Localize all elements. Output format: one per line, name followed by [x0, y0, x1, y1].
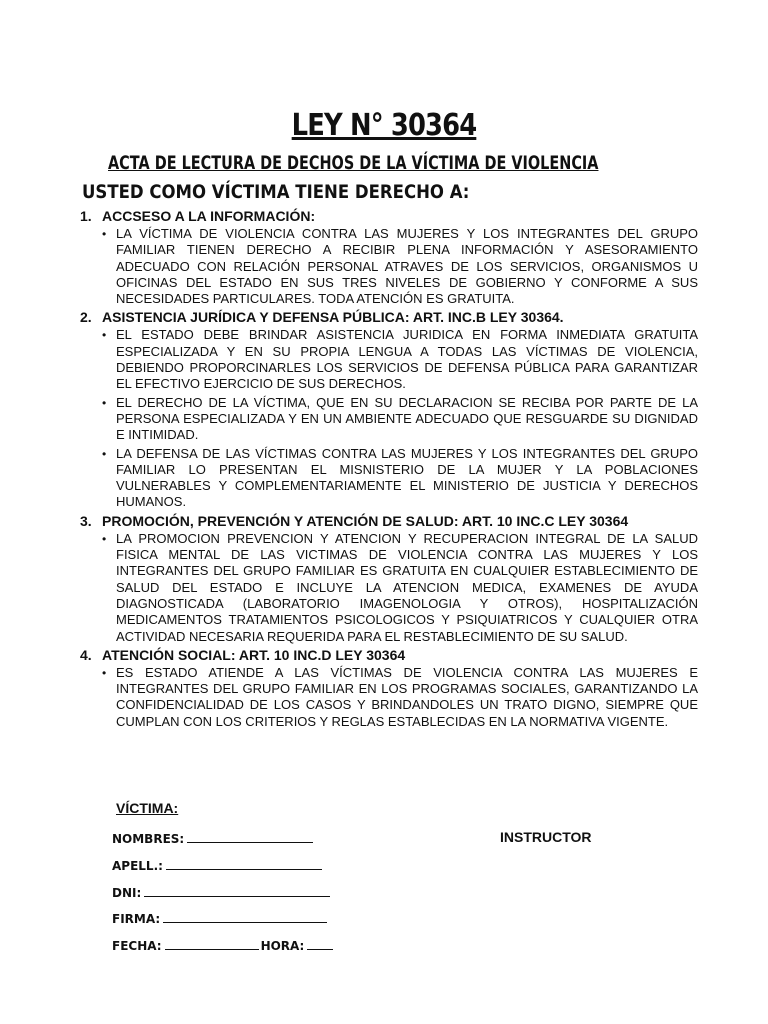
- section-title-text: ATENCIÓN SOCIAL: ART. 10 INC.D LEY 30364: [102, 646, 406, 663]
- rights-list: [80, 208, 698, 732]
- list-item-text: ES ESTADO ATIENDE A LAS VÍCTIMAS DE VIOLENCIA CONTRA LAS MUJERES E INTEGRANTES DEL GRUPO FAMILIAR EN LOS PROGRAMAS SOCIALES, GARANTIZANDO LA CONFIDENCIALIDAD DE LOS CASOS Y BRINDANDOLES UN TRATO DIGNO, SIEMPRE QUE CUMPLAN CON LOS CRITERIOS Y REGLAS ESTABLECIDAS EN LA NORMATIVA VIGENTE.: [116, 664, 698, 729]
- victim-label: VÍCTIMA:: [116, 800, 179, 816]
- instructor-label: INSTRUCTOR: [500, 829, 592, 845]
- firma-field[interactable]: [112, 910, 327, 926]
- list-item: [80, 395, 698, 444]
- section-title: [80, 513, 698, 530]
- hora-blank[interactable]: [307, 937, 333, 950]
- rights-heading: USTED COMO VÍCTIMA TIENE DERECHO A:: [82, 181, 470, 203]
- bullet-icon: •: [102, 328, 107, 343]
- fecha-blank[interactable]: [165, 937, 259, 950]
- section-items: [80, 327, 698, 510]
- section-number: 3.: [80, 512, 92, 529]
- apellidos-blank[interactable]: [166, 857, 322, 870]
- list-item-text: LA PROMOCION PREVENCION Y ATENCION Y RECUPERACION INTEGRAL DE LA SALUD FISICA MENTAL DE LAS VICTIMAS DE VIOLENCIA CONTRA LAS MUJERES Y LOS INTEGRANTES DEL GRUPO FAMILIAR ES GRATUITA EN CUALQUIER ESTABLECIMIENTO DE SALUD DEL ESTADO E INCLUYE LA ATENCION MEDICA, EXAMENES DE AYUDA DIAGNOSTICADA (LABORATORIO IMAGENOLOGIA Y OTROS), HOSPITALIZACIÓN MEDICAMENTOS TRATAMIENTOS PSICOLOGICOS Y PSIQUIATRICOS Y CUALQUIER OTRA ACTIVIDAD NECESARIA REQUERIDA PARA EL RESTABLECIMIENTO DE SU SALUD.: [116, 530, 698, 644]
- bullet-icon: •: [102, 446, 107, 461]
- section-title-text: PROMOCIÓN, PREVENCIÓN Y ATENCIÓN DE SALUD: ART. 10 INC.C LEY 30364: [102, 512, 629, 529]
- section-number: 2.: [80, 309, 92, 326]
- fecha-hora-field[interactable]: [112, 937, 333, 953]
- section-title-text: ASISTENCIA JURÍDICA Y DEFENSA PÚBLICA: ART. INC.B LEY 30364.: [102, 309, 564, 326]
- fecha-label: FECHA:: [112, 939, 162, 953]
- apellidos-label: APELL.:: [112, 859, 163, 873]
- section-items: [80, 226, 698, 307]
- list-item: [80, 446, 698, 511]
- section-items: [80, 531, 698, 645]
- dni-blank[interactable]: [144, 884, 330, 897]
- firma-label: FIRMA:: [112, 912, 161, 926]
- list-item-text: LA VÍCTIMA DE VIOLENCIA CONTRA LAS MUJERES Y LOS INTEGRANTES DEL GRUPO FAMILIAR TIENEN DERECHO A RECIBIR PLENA INFORMACIÓN Y ASESORAMIENTO ADECUADO CON RELACIÓN PERSONAL ATRAVES DE LOS SERVICIOS, ORGANISMOS U OFICINAS DEL ESTADO EN SUS TRES NIVELES DE GOBIERNO Y CONFORME A SUS NECESIDADES PARTICULARES. TODA ATENCIÓN ES GRATUITA.: [116, 226, 698, 307]
- list-item-text: LA DEFENSA DE LAS VÍCTIMAS CONTRA LAS MUJERES Y LOS INTEGRANTES DEL GRUPO FAMILIAR LO PRESENTAN EL MISNISTERIO DE LA MUJER Y LA POBLACIONES VULNERABLES Y COMPLEMENTARIAMENTE EL MINISTERIO DE JUSTICIA Y DERECHOS HUMANOS.: [116, 445, 698, 510]
- list-item: [80, 665, 698, 730]
- document-subtitle: ACTA DE LECTURA DE DECHOS DE LA VÍCTIMA DE VIOLENCIA: [108, 152, 599, 174]
- dni-label: DNI:: [112, 886, 142, 900]
- section-title: [80, 647, 698, 664]
- list-item: [80, 327, 698, 392]
- dni-field[interactable]: [112, 884, 330, 900]
- nombres-field[interactable]: [112, 830, 313, 846]
- document-title: LEY N° 30364: [291, 108, 477, 143]
- list-item: [80, 226, 698, 307]
- apellidos-field[interactable]: [112, 857, 322, 873]
- section-title-text: ACCSESO A LA INFORMACIÓN:: [102, 208, 316, 224]
- section-number: 1.: [80, 208, 92, 224]
- list-item-text: EL ESTADO DEBE BRINDAR ASISTENCIA JURIDICA EN FORMA INMEDIATA GRATUITA ESPECIALIZADA Y EN SU PROPIA LENGUA A TODAS LAS VÍCTIMAS DE VIOLENCIA, DEBIENDO PROPORCINARLES LOS SERVICIOS DE DEFENSA PÚBLICA PARA GARANTIZAR EL EFECTIVO EJERCICIO DE SUS DERECHOS.: [116, 327, 698, 392]
- list-item: [80, 531, 698, 645]
- bullet-icon: •: [102, 395, 107, 410]
- nombres-blank[interactable]: [187, 830, 313, 843]
- bullet-icon: •: [102, 531, 107, 546]
- nombres-label: NOMBRES:: [112, 832, 185, 846]
- list-item-text: EL DERECHO DE LA VÍCTIMA, QUE EN SU DECLARACION SE RECIBA POR PARTE DE LA PERSONA ESPECIALIZADA Y EN UN AMBIENTE ADECUADO QUE RESGUARDE SU DIGNIDAD E INTIMIDAD.: [116, 394, 698, 443]
- section-title: [80, 208, 698, 225]
- section-items: [80, 665, 698, 730]
- section-number: 4.: [80, 646, 92, 663]
- firma-blank[interactable]: [163, 910, 327, 923]
- section-title: [80, 309, 698, 326]
- bullet-icon: •: [102, 665, 107, 680]
- bullet-icon: •: [102, 227, 107, 241]
- hora-label: HORA:: [260, 939, 305, 953]
